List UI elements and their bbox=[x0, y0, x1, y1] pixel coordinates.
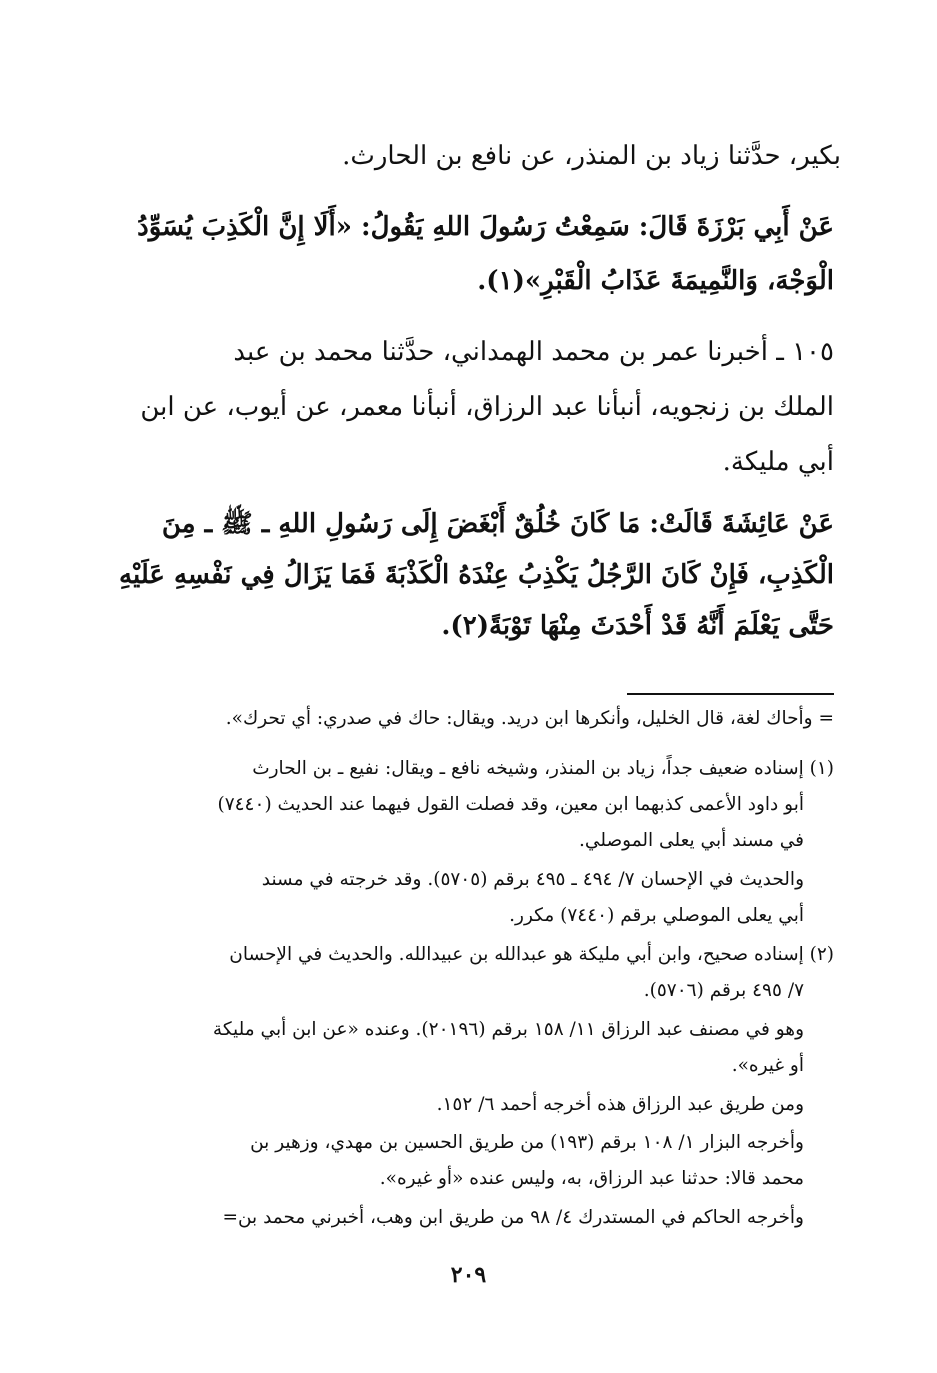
hadith-text-line: عَنْ عَائِشَةَ قَالَتْ: مَا كَانَ خُلُقٌ أَبْغَضَ إِلَى رَسُولِ اللهِ ـ ﷺ ـ مِنَ bbox=[161, 509, 834, 539]
isnad-text-line: ١٠٥ ـ أخبرنا عمر بن محمد الهمداني، حدَّثنا محمد بن عبد bbox=[233, 337, 834, 367]
footnote-line: وأخرجه الحاكم في المستدرك ٤/ ٩٨ من طريق ابن وهب، أخبرني محمد بن= bbox=[222, 1207, 804, 1228]
hadith-text-line: الْكَذِبِ، فَإِنْ كَانَ الرَّجُلُ يَكْذِبُ عِنْدَهُ الْكَذْبَةَ فَمَا يَزَالُ فِي نَفْسِهِ عَلَيْهِ bbox=[119, 560, 834, 590]
page-number: ٢٠٩ bbox=[450, 1262, 487, 1288]
isnad-text-line: أبي مليكة. bbox=[722, 447, 834, 477]
hadith-text-line: عَنْ أَبِي بَرْزَةَ قَالَ: سَمِعْتُ رَسُولَ اللهِ يَقُولُ: «أَلَا إِنَّ الْكَذِبَ يُسَوِّدُ bbox=[137, 212, 834, 242]
footnote-line: وأخرجه البزار ١/ ١٠٨ برقم (١٩٣) من طريق الحسين بن مهدي، وزهير بن bbox=[250, 1132, 804, 1153]
footnote-line: ٧/ ٤٩٥ برقم (٥٧٠٦). bbox=[643, 980, 804, 1001]
footnote-line: أو غيره». bbox=[731, 1055, 804, 1076]
footnote-line: أبو داود الأعمى كذبهما ابن معين، وقد فصلت القول فيهما عند الحديث (٧٤٤٠) bbox=[217, 794, 804, 815]
footnote-separator bbox=[627, 693, 834, 695]
footnote-line: (١) إسناده ضعيف جداً، زياد بن المنذر، وشيخه نافع ـ ويقال: نفيع ـ بن الحارث bbox=[252, 758, 834, 779]
footnote-line: في مسند أبي يعلى الموصلي. bbox=[579, 830, 804, 851]
footnote-line: = وأحاك لغة، قال الخليل، وأنكرها ابن دريد. ويقال: حاك في صدري: أي تحرك». bbox=[225, 708, 834, 729]
main-text-line: بكير، حدَّثنا زياد بن المنذر، عن نافع بن الحارث. bbox=[342, 141, 841, 171]
footnote-line: ومن طريق عبد الرزاق هذه أخرجه أحمد ٦/ ١٥٢. bbox=[436, 1094, 804, 1115]
footnote-line: والحديث في الإحسان ٧/ ٤٩٤ ـ ٤٩٥ برقم (٥٧٠٥). وقد خرجته في مسند bbox=[261, 869, 804, 890]
footnote-line: أبي يعلى الموصلي برقم (٧٤٤٠) مكرر. bbox=[509, 905, 804, 926]
footnote-line: وهو في مصنف عبد الرزاق ١١/ ١٥٨ برقم (٢٠١٩٦). وعنده «عن ابن أبي مليكة bbox=[212, 1019, 804, 1040]
isnad-text-line: الملك بن زنجويه، أنبأنا عبد الرزاق، أنبأنا معمر، عن أيوب، عن ابن bbox=[140, 392, 834, 422]
hadith-text-line: الْوَجْهَ، وَالنَّمِيمَةَ عَذَابُ الْقَبْرِ»(١). bbox=[477, 266, 834, 296]
footnote-line: (٢) إسناده صحيح، وابن أبي مليكة هو عبدالله بن عبيدالله. والحديث في الإحسان bbox=[229, 944, 834, 965]
hadith-text-line: حَتَّى يَعْلَمَ أَنَّهُ قَدْ أَحْدَثَ مِنْهَا تَوْبَةً(٢). bbox=[441, 611, 834, 641]
footnote-line: محمد قالا: حدثنا عبد الرزاق، به، وليس عنده «أو غيره». bbox=[379, 1168, 804, 1189]
